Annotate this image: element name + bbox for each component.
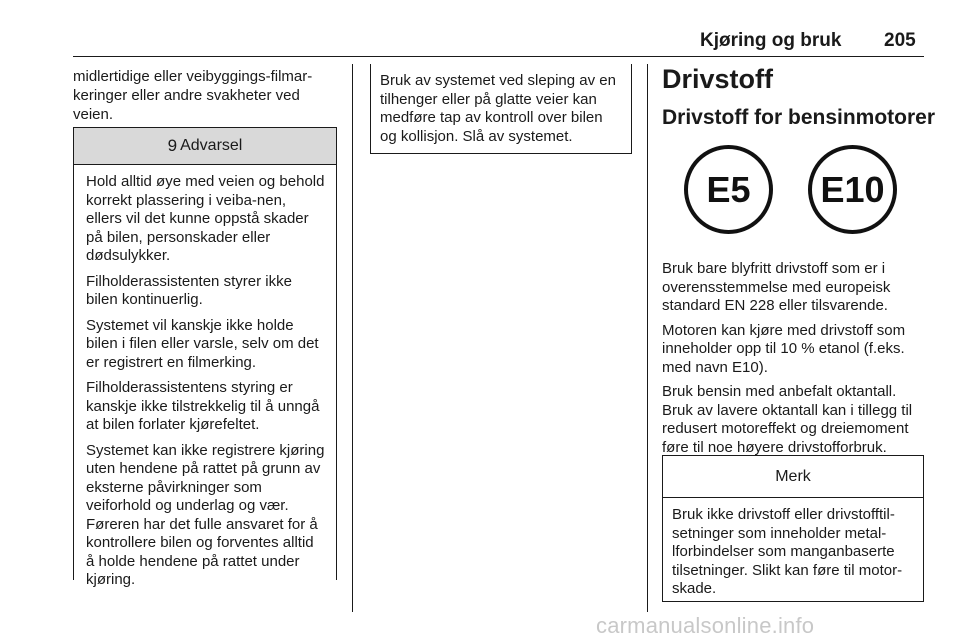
page-number: 205 (884, 30, 916, 51)
intro-text: midlertidige eller veibyggings-filmar-keringer eller andre svakheter ved veien. (73, 68, 313, 123)
section-title: Kjøring og bruk (700, 30, 842, 51)
watermark: carmanualsonline.info (596, 613, 815, 638)
warning-paragraph: Filholderassistenten styrer ikke bilen kontinuerlig. (86, 272, 292, 308)
warning-paragraph: Systemet vil kanskje ikke holde bilen i filen eller varsle, selv om det er registrert en filmerking. (86, 316, 319, 371)
warning-body (74, 165, 336, 590)
warning-icon: 9 (167, 136, 178, 155)
warning-title: Advarsel (180, 137, 243, 154)
note-title: Merk (663, 456, 923, 498)
continued-warning-text: Bruk av systemet ved sleping av en tilhenger eller på glatte veier kan medføre tap av kontroll over bilen og kollisjon. Slå av systemet. (380, 72, 616, 145)
column-divider-1 (352, 64, 353, 612)
continued-warning-box (370, 64, 632, 154)
subsection-heading: Drivstoff for bensinmotorer (662, 106, 936, 129)
header-divider (73, 56, 924, 57)
warning-header (74, 127, 336, 165)
section-heading: Drivstoff (662, 64, 774, 94)
fuel-label-e10: E10 (808, 145, 897, 234)
warning-paragraph: Filholderassistentens styring er kanskje ikke tilstrekkelig til å unngå at bilen forlater kjørefeltet. (86, 379, 320, 433)
fuel-label-e5: E5 (684, 145, 773, 234)
warning-box (73, 127, 337, 588)
fuel-label-illustration (662, 145, 924, 240)
fuel-text (662, 260, 926, 463)
warning-paragraph: Systemet kan ikke registrere kjøring uten hendene på rattet på grunn av eksterne påvirkninger som veiforhold og underlag og vær. Føreren har det fulle ansvaret for å kontrollere bilen og forventes alltid å holde hendene på rattet under kjøring. (86, 441, 325, 588)
note-box (662, 455, 924, 602)
note-text: Bruk ikke drivstoff eller drivstofftil-setninger som inneholder metal-lforbindelser som manganbaserte tilsetninger. Slikt kan føre til motor-skade. (672, 506, 903, 597)
fuel-paragraph: Motoren kan kjøre med drivstoff som inneholder opp til 10 % etanol (f.eks. med navn E10). (662, 321, 906, 376)
warning-paragraph: Hold alltid øye med veien og behold korrekt plassering i veiba-nen, ellers vil det kunne oppstå skader på bilen, personskader eller dødsulykker. (86, 173, 325, 264)
fuel-paragraph: Bruk bensin med anbefalt oktantall. Bruk av lavere oktantall kan i tillegg til redusert motoreffekt og dreiemoment føre til noe høyere drivstofforbruk. (662, 383, 913, 456)
fuel-paragraph: Bruk bare blyfritt drivstoff som er i overensstemmelse med europeisk standard EN 228 eller tilsvarende. (662, 260, 891, 314)
note-body (663, 498, 923, 599)
column-divider-2 (647, 64, 648, 612)
